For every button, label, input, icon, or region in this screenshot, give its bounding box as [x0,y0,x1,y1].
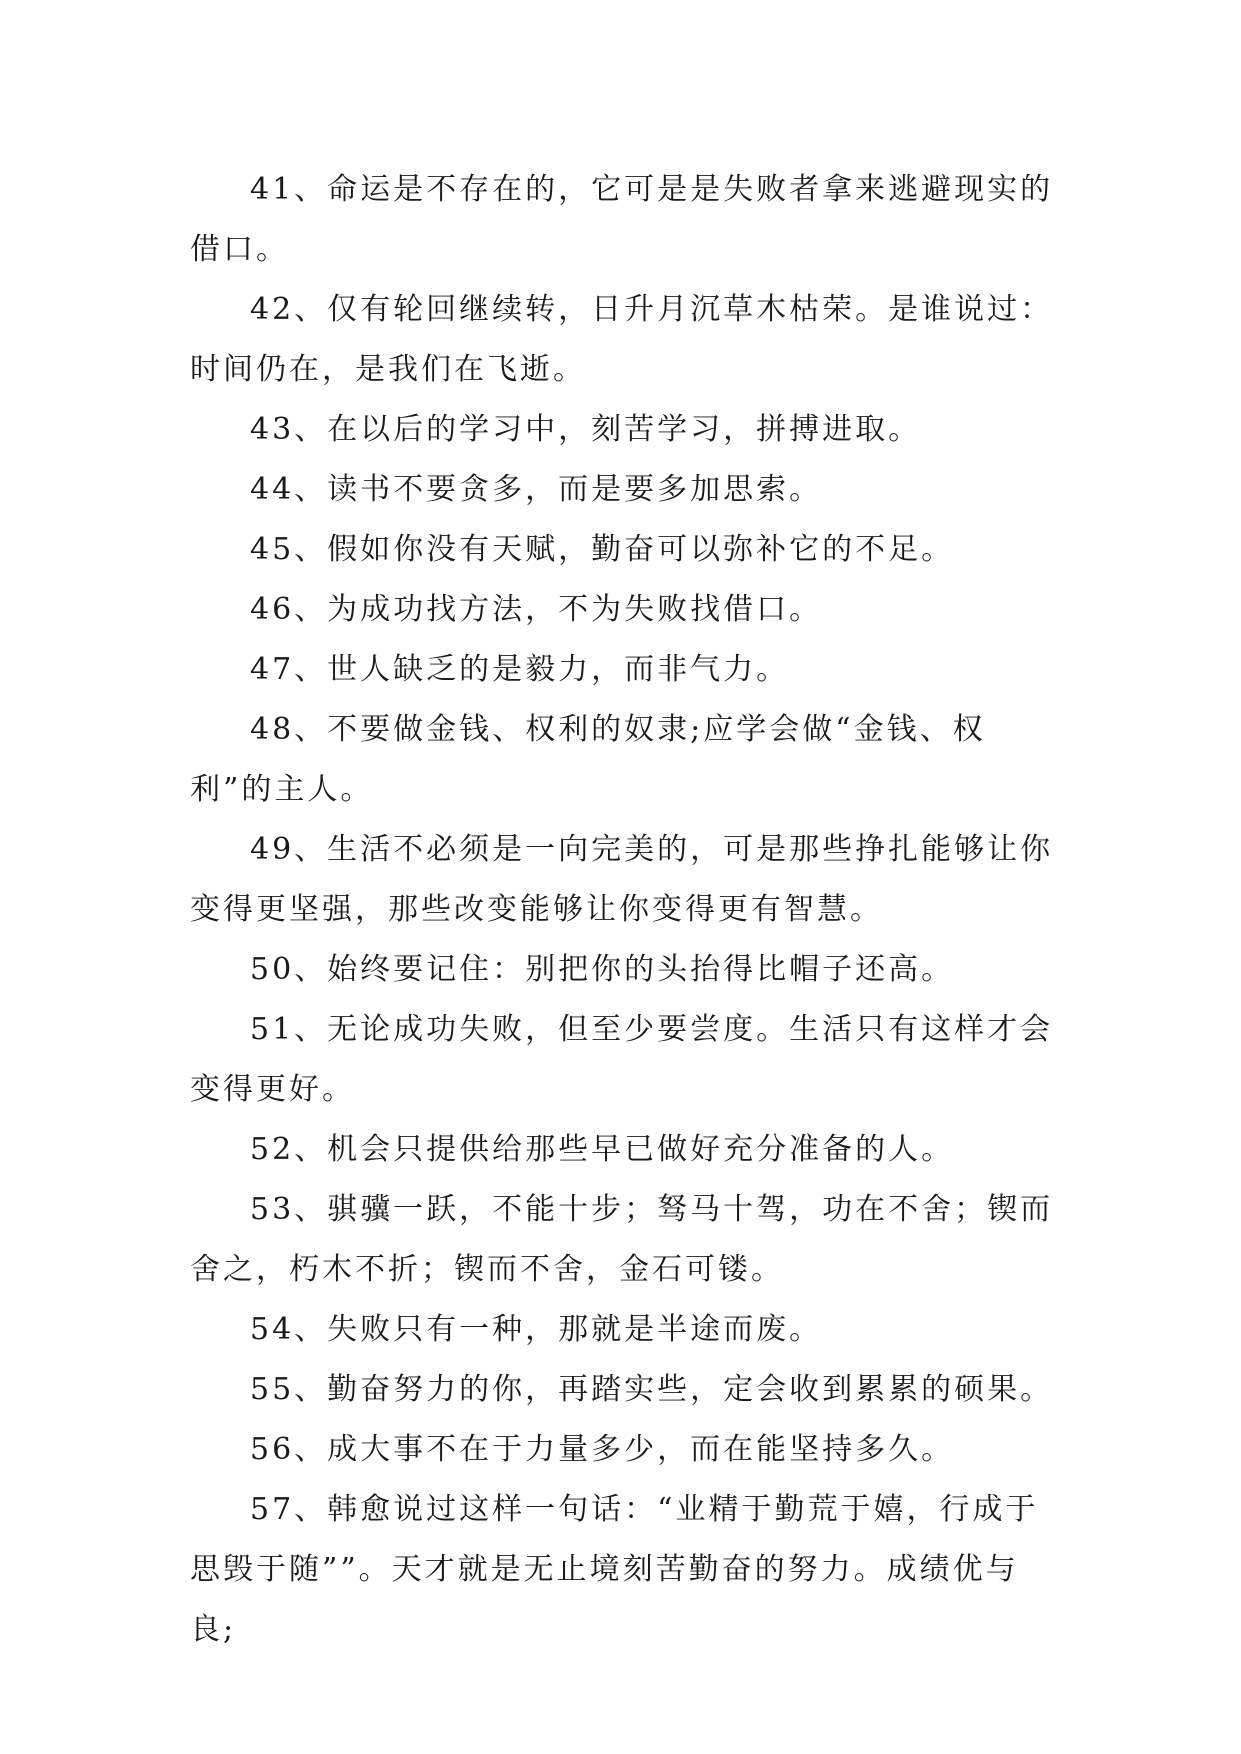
paragraph-49: 49、生活不必须是一向完美的，可是那些挣扎能够让你变得更坚强，那些改变能够让你变得更有智慧。 [190,832,1054,927]
paragraph-45: 45、假如你没有天赋，勤奋可以弥补它的不足。 [250,532,955,567]
paragraph-44: 44、读书不要贪多，而是要多加思索。 [250,472,823,507]
paragraph-43: 43、在以后的学习中，刻苦学习，拼搏进取。 [250,412,922,447]
paragraph-52: 52、机会只提供给那些早已做好充分准备的人。 [250,1132,955,1167]
paragraph-42: 42、仅有轮回继续转，日升月沉草木枯荣。是谁说过：时间仍在，是我们在飞逝。 [190,292,1054,387]
paragraph-51: 51、无论成功失败，但至少要尝度。生活只有这样才会变得更好。 [190,1012,1054,1107]
document-body [190,160,1060,1660]
paragraph-57: 57、韩愈说过这样一句话：“业精于勤荒于嬉，行成于思毁于随””。天才就是无止境刻苦勤奋的努力。成绩优与良; [190,1492,1039,1647]
paragraph-54: 54、失败只有一种，那就是半途而废。 [250,1312,823,1347]
paragraph-56: 56、成大事不在于力量多少，而在能坚持多久。 [250,1432,955,1467]
paragraph-50: 50、始终要记住：别把你的头抬得比帽子还高。 [250,952,955,987]
paragraph-46: 46、为成功找方法，不为失败找借口。 [250,592,823,627]
paragraph-41: 41、命运是不存在的，它可是是失败者拿来逃避现实的借口。 [190,172,1054,267]
paragraph-47: 47、世人缺乏的是毅力，而非气力。 [250,652,790,687]
paragraph-55: 55、勤奋努力的你，再踏实些，定会收到累累的硕果。 [250,1372,1054,1407]
paragraph-53: 53、骐骥一跃，不能十步；驽马十驾，功在不舍；锲而舍之，朽木不折；锲而不舍，金石可镂。 [190,1192,1054,1287]
paragraph-48: 48、不要做金钱、权利的奴隶;应学会做“金钱、权利”的主人。 [190,712,986,807]
